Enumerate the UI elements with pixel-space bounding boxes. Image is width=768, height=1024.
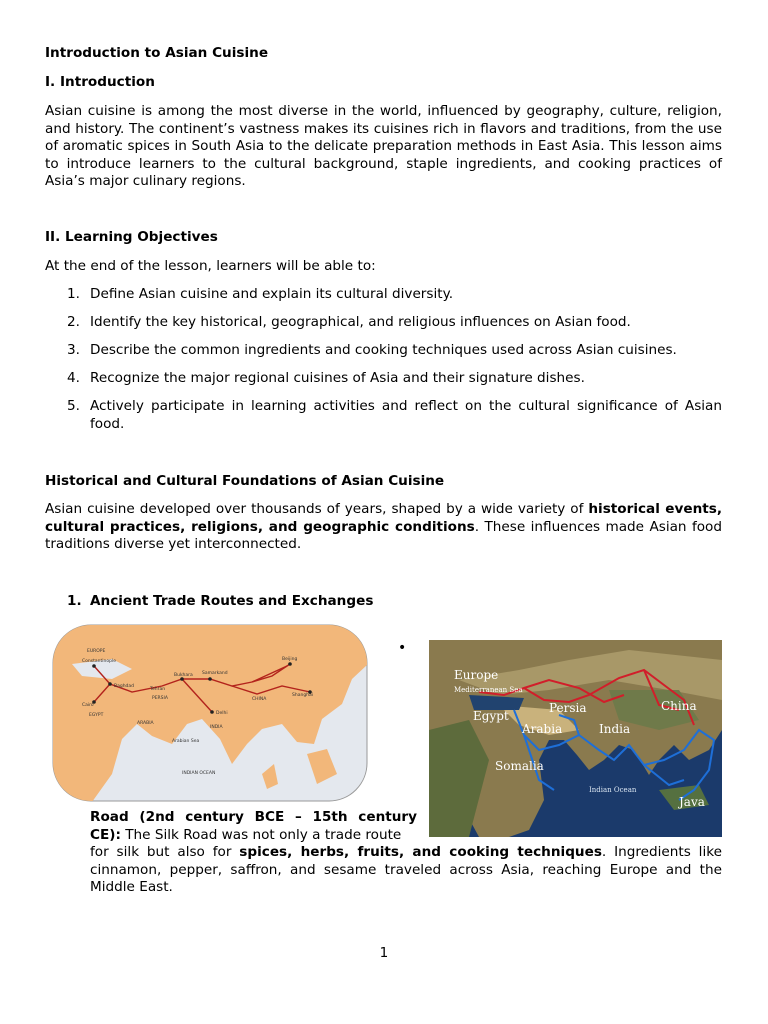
city-dot-icon bbox=[108, 682, 112, 686]
map-label: Arabian Sea bbox=[172, 739, 200, 744]
city-dot-icon bbox=[92, 664, 96, 668]
map-label: Persia bbox=[549, 701, 587, 715]
trade-routes-heading: 1. Ancient Trade Routes and Exchanges bbox=[67, 593, 374, 609]
trade-routes-map bbox=[429, 640, 722, 837]
map-label: Egypt bbox=[473, 709, 509, 723]
silk-road-map bbox=[52, 624, 368, 802]
map-label: Constantinople bbox=[82, 659, 116, 664]
intro-paragraph: Asian cuisine is among the most diverse in the world, influenced by geography, culture, religion, and history. The continent’s vastness makes its cuisines rich in flavors and traditions, from the use of aromatic spices in South Asia to the delicate preparation methods in East Asia. This lesson aims to introduce learners to the cultural background, staple ingredients, and cooking practices of Asia’s major culinary regions. bbox=[45, 103, 722, 189]
silk-road-title-line: Road (2nd century BCE – 15th century bbox=[90, 809, 417, 825]
list-item: 1. Define Asian cuisine and explain its cultural diversity. bbox=[67, 286, 454, 302]
map-label: China bbox=[661, 699, 697, 713]
map-label: Somalia bbox=[495, 759, 544, 773]
city-dot-icon bbox=[288, 662, 292, 666]
map-label: Baghdad bbox=[114, 684, 135, 689]
list-item: 4. Recognize the major regional cuisines of Asia and their signature dishes. bbox=[67, 370, 585, 387]
objectives-list bbox=[45, 286, 722, 444]
map-label: India bbox=[599, 722, 631, 736]
silk-road-paragraph: Road (2nd century BCE – 15th century CE): The Silk Road was not only a trade route for silk but also for spices, herbs, fruits, and cooking techniques. Ingredients like cinnamon, pepper, saffron, and sesame traveled across Asia, reaching Europe and the Middle East. bbox=[90, 809, 722, 895]
list-item: 5. Actively participate in learning activities and reflect on the cultural significance of Asian food. bbox=[67, 398, 722, 432]
page-number: 1 bbox=[379, 945, 389, 961]
document-title: Introduction to Asian Cuisine bbox=[45, 45, 269, 61]
intro-heading: I. Introduction bbox=[45, 74, 155, 90]
map-label: Samarkand bbox=[202, 671, 228, 676]
map-label: Java bbox=[679, 795, 705, 809]
map-label: Mediterranean Sea bbox=[454, 686, 523, 694]
map-label: INDIAN OCEAN bbox=[182, 771, 216, 776]
map-label: Indian Ocean bbox=[589, 786, 637, 794]
city-dot-icon bbox=[208, 677, 212, 681]
map-label: CHINA bbox=[252, 697, 267, 702]
map-label: ARABIA bbox=[137, 721, 154, 726]
foundations-paragraph: Asian cuisine developed over thousands of years, shaped by a wide variety of historical events, cultural practices, religions, and geographic conditions. These influences made Asian food traditions diverse yet interconnected. bbox=[45, 501, 723, 552]
foundations-heading: Historical and Cultural Foundations of Asian Cuisine bbox=[45, 473, 445, 489]
map-label: Beijing bbox=[282, 657, 298, 662]
map-label: Tehran bbox=[150, 687, 166, 692]
objectives-heading: II. Learning Objectives bbox=[45, 229, 218, 245]
map-label: Bukhara bbox=[174, 673, 193, 678]
list-item: 2. Identify the key historical, geographical, and religious influences on Asian food. bbox=[67, 314, 631, 331]
map-label: EUROPE bbox=[87, 649, 106, 654]
map-label: INDIA bbox=[210, 725, 223, 730]
list-item: 3. Describe the common ingredients and cooking techniques used across Asian cuisines. bbox=[67, 342, 677, 359]
map-label: Delhi bbox=[216, 711, 228, 716]
city-dot-icon bbox=[210, 710, 214, 714]
map-label: EGYPT bbox=[89, 713, 104, 718]
map-label: Europe bbox=[454, 668, 499, 682]
map-label: PERSIA bbox=[152, 696, 168, 701]
map-label: Cairo bbox=[82, 703, 94, 708]
map-label: Arabia bbox=[522, 722, 563, 736]
objectives-lead: At the end of the lesson, learners will be able to: bbox=[45, 258, 376, 274]
bullet-icon: • bbox=[398, 640, 407, 656]
map-label: Shanghai bbox=[292, 693, 314, 698]
